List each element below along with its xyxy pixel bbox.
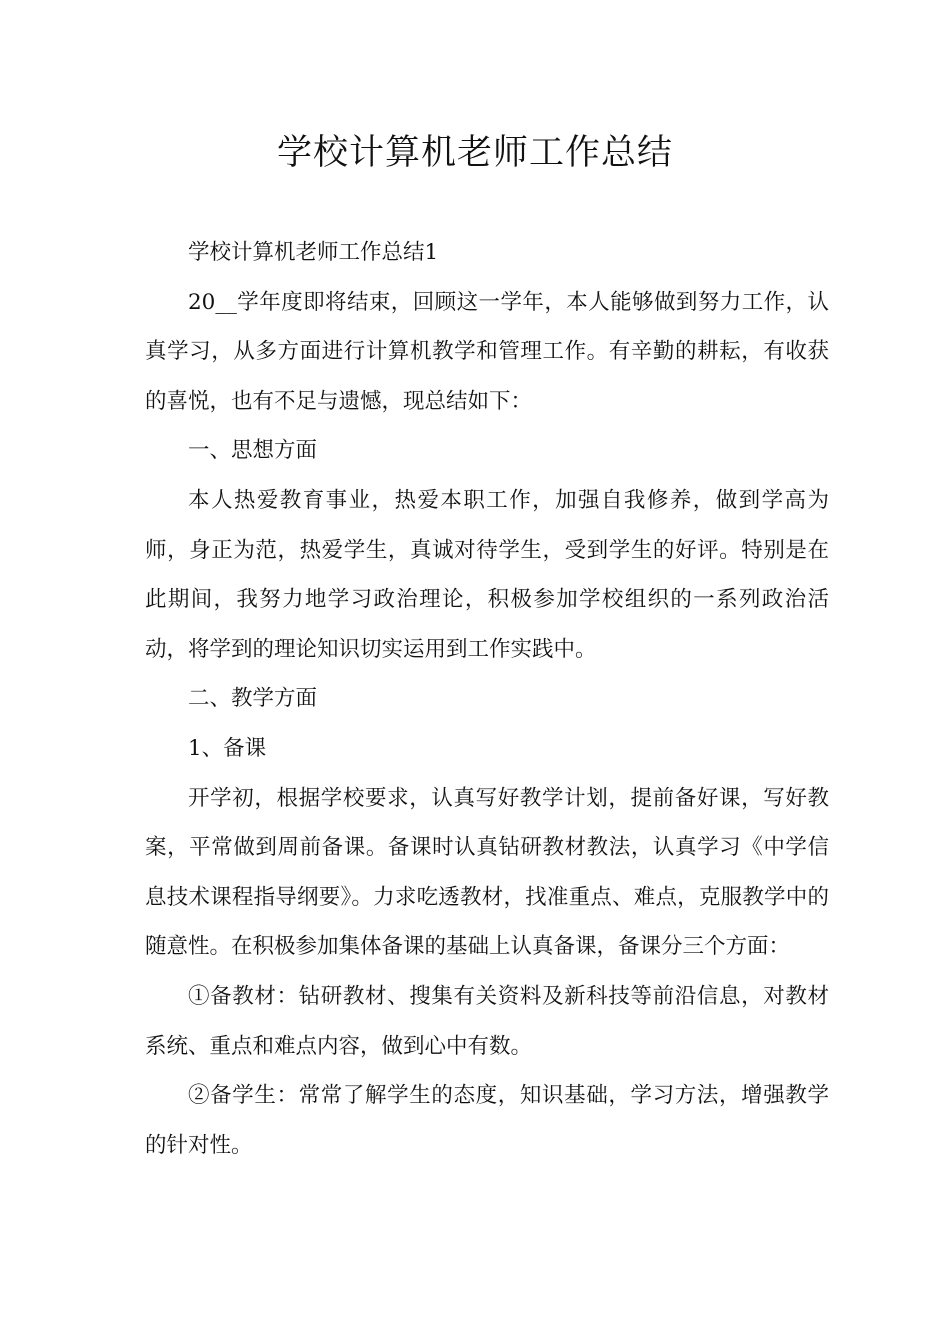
section-heading: 二、教学方面 bbox=[188, 686, 318, 712]
section-heading: 学校计算机老师工作总结1 bbox=[188, 240, 439, 265]
paragraph: ①备教材：钻研教材、搜集有关资料及新科技等前沿信息，对教材系统、重点和难点内容，做到心中有数。 bbox=[145, 983, 829, 1059]
document-body bbox=[145, 228, 829, 1170]
paragraph: 20__学年度即将结束，回顾这一学年，本人能够做到努力工作，认真学习，从多方面进行计算机教学和管理工作。有辛勤的耕耘，有收获的喜悦，也有不足与遗憾，现总结如下： bbox=[145, 289, 829, 414]
subsection-heading: 1、备课 bbox=[188, 735, 267, 761]
section-heading: 一、思想方面 bbox=[188, 438, 318, 464]
paragraph: 本人热爱教育事业，热爱本职工作，加强自我修养，做到学高为师，身正为范，热爱学生，真诚对待学生，受到学生的好评。特别是在此期间，我努力地学习政治理论，积极参加学校组织的一系列政治活动，将学到的理论知识切实运用到工作实践中。 bbox=[145, 487, 829, 662]
paragraph: 开学初，根据学校要求，认真写好教学计划，提前备好课，写好教案，平常做到周前备课。备课时认真钻研教材教法，认真学习《中学信息技术课程指导纲要》。力求吃透教材，找准重点、难点，克服教学中的随意性。在积极参加集体备课的基础上认真备课，备课分三个方面： bbox=[145, 785, 829, 960]
document-title: 学校计算机老师工作总结 bbox=[276, 133, 673, 173]
paragraph: ②备学生：常常了解学生的态度，知识基础，学习方法，增强教学的针对性。 bbox=[145, 1083, 829, 1158]
